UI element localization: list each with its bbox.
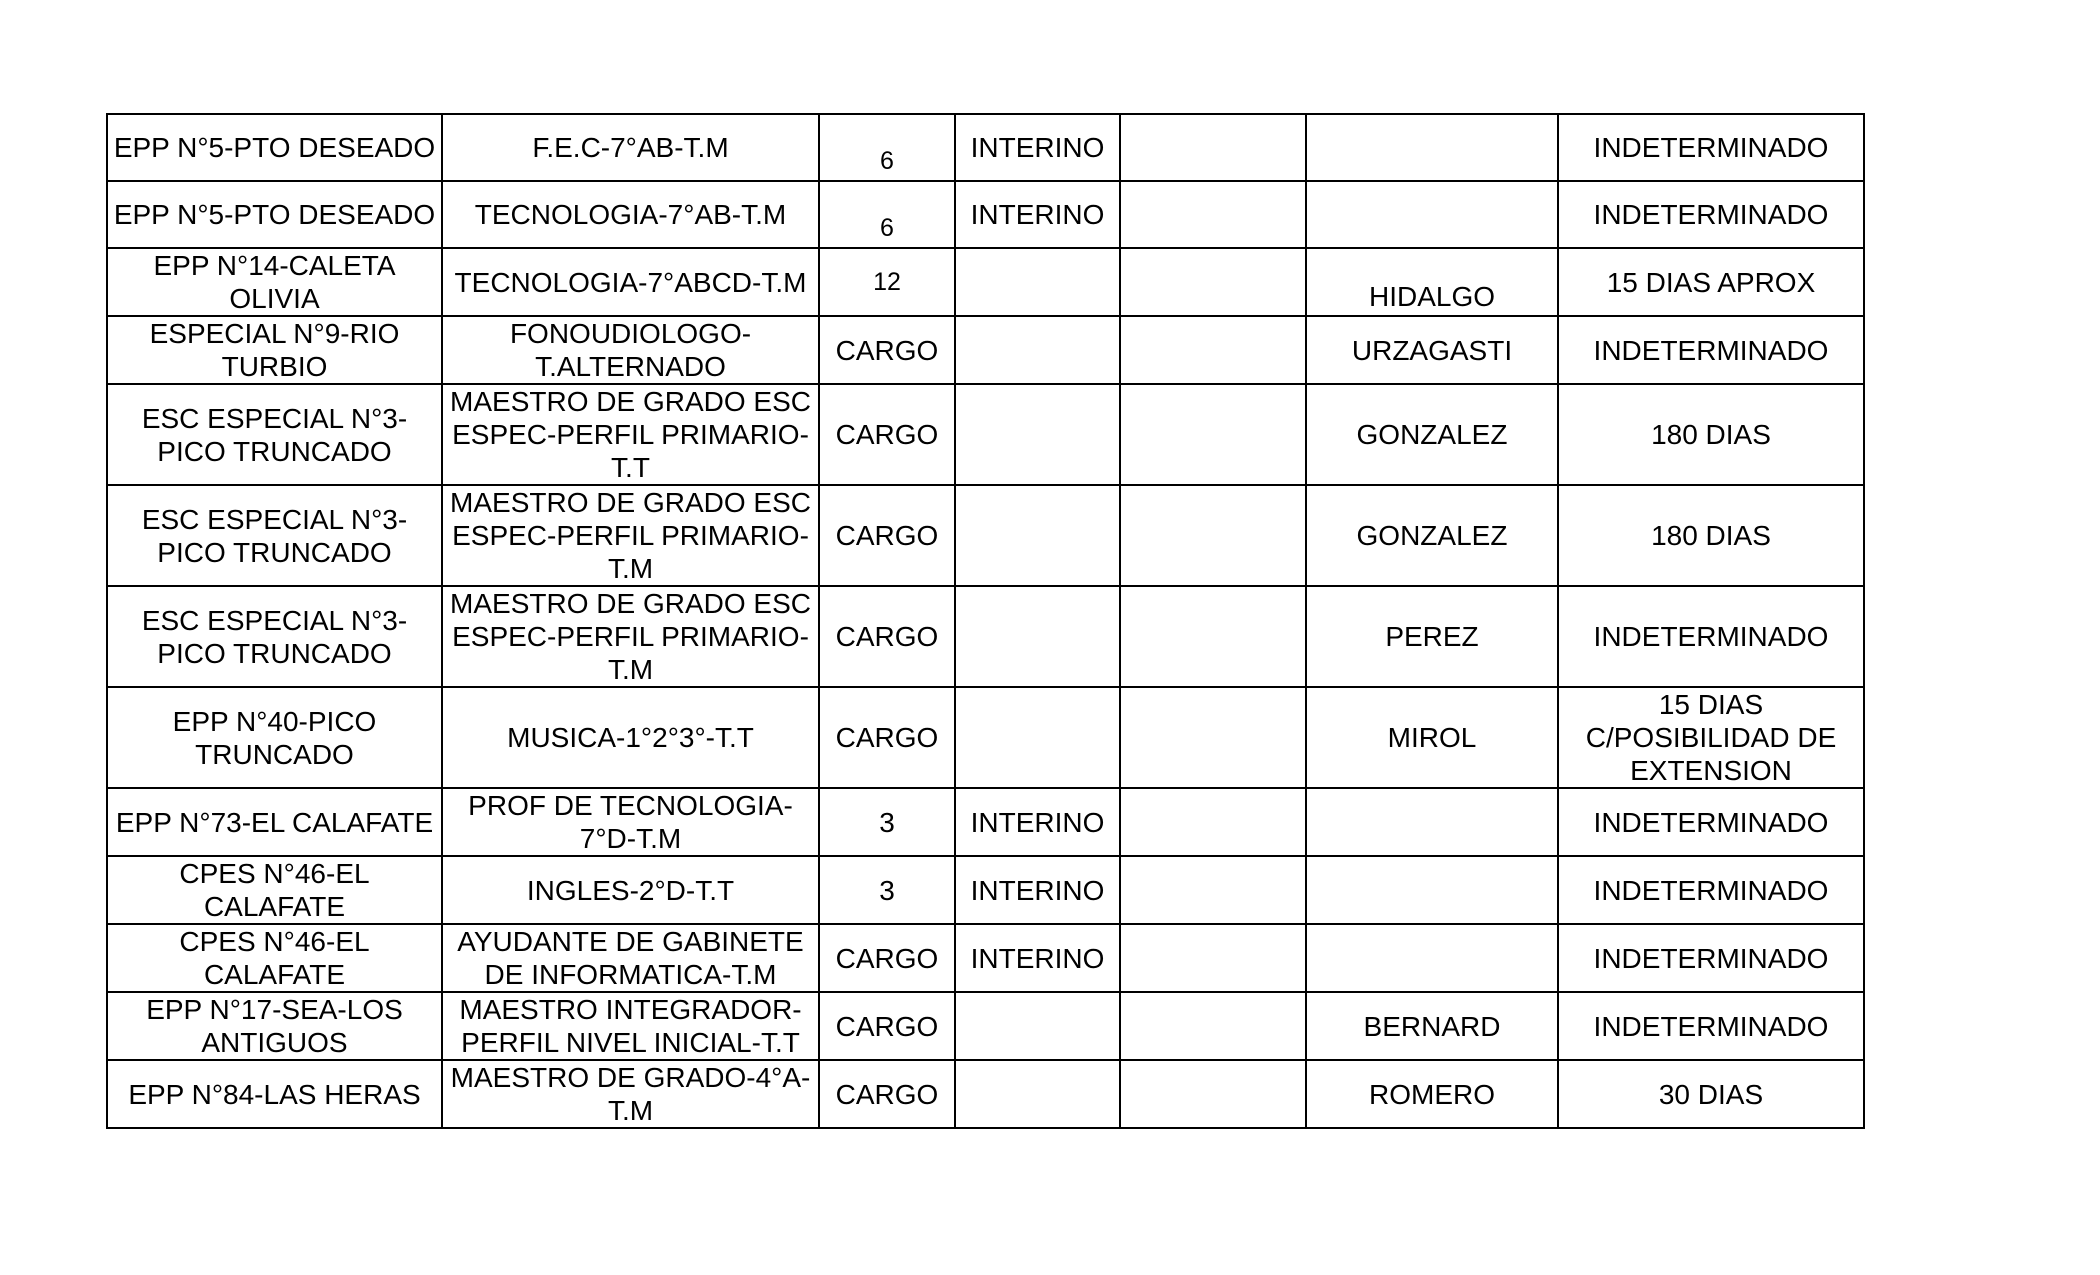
subject-cell: FONOUDIOLOGO-T.ALTERNADO [442,316,819,384]
subject-cell: TECNOLOGIA-7°ABCD-T.M [442,248,819,316]
school-cell: CPES N°46-EL CALAFATE [107,924,442,992]
table-row [107,316,1864,384]
table-row [107,586,1864,687]
school-cell: EPP N°17-SEA-LOS ANTIGUOS [107,992,442,1060]
hours-cell: 6 [819,114,955,181]
hours-cell: CARGO [819,1060,955,1128]
hours-cell: CARGO [819,384,955,485]
school-cell: ESPECIAL N°9-RIO TURBIO [107,316,442,384]
name-cell: GONZALEZ [1306,384,1558,485]
status-cell: INTERINO [955,114,1120,181]
subject-cell: INGLES-2°D-T.T [442,856,819,924]
table-body [107,114,1864,1128]
status-cell [955,586,1120,687]
name-cell [1306,114,1558,181]
hours-cell: CARGO [819,992,955,1060]
duration-cell: INDETERMINADO [1558,114,1864,181]
status-cell: INTERINO [955,181,1120,248]
empty-cell [1120,384,1306,485]
positions-table [106,113,1865,1129]
table-row [107,788,1864,856]
duration-cell: INDETERMINADO [1558,316,1864,384]
empty-cell [1120,788,1306,856]
hours-cell: 3 [819,788,955,856]
status-cell [955,485,1120,586]
empty-cell [1120,114,1306,181]
duration-cell: 30 DIAS [1558,1060,1864,1128]
name-cell: BERNARD [1306,992,1558,1060]
hours-cell: 6 [819,181,955,248]
school-cell: CPES N°46-EL CALAFATE [107,856,442,924]
school-cell: EPP N°84-LAS HERAS [107,1060,442,1128]
table-row [107,687,1864,788]
subject-cell: MUSICA-1°2°3°-T.T [442,687,819,788]
subject-cell: TECNOLOGIA-7°AB-T.M [442,181,819,248]
table-row [107,114,1864,181]
table-row [107,485,1864,586]
table-row [107,181,1864,248]
school-cell: EPP N°14-CALETA OLIVIA [107,248,442,316]
school-cell: ESC ESPECIAL N°3-PICO TRUNCADO [107,586,442,687]
subject-cell: MAESTRO INTEGRADOR-PERFIL NIVEL INICIAL-T.T [442,992,819,1060]
school-cell: EPP N°5-PTO DESEADO [107,181,442,248]
duration-cell: INDETERMINADO [1558,924,1864,992]
subject-cell: PROF DE TECNOLOGIA-7°D-T.M [442,788,819,856]
table-row [107,992,1864,1060]
duration-cell: 180 DIAS [1558,384,1864,485]
name-cell [1306,788,1558,856]
status-cell [955,384,1120,485]
table-row [107,384,1864,485]
school-cell: ESC ESPECIAL N°3-PICO TRUNCADO [107,485,442,586]
duration-cell: 15 DIAS APROX [1558,248,1864,316]
status-cell: INTERINO [955,788,1120,856]
name-cell [1306,856,1558,924]
empty-cell [1120,181,1306,248]
name-cell [1306,181,1558,248]
hours-cell: CARGO [819,924,955,992]
hours-cell: CARGO [819,316,955,384]
name-cell: ROMERO [1306,1060,1558,1128]
empty-cell [1120,856,1306,924]
name-cell: HIDALGO [1306,248,1558,316]
status-cell: INTERINO [955,924,1120,992]
name-cell: MIROL [1306,687,1558,788]
duration-cell: INDETERMINADO [1558,181,1864,248]
hours-cell: 3 [819,856,955,924]
hours-cell: CARGO [819,586,955,687]
hours-cell: 12 [819,248,955,316]
empty-cell [1120,1060,1306,1128]
status-cell [955,687,1120,788]
table-row [107,248,1864,316]
duration-cell: INDETERMINADO [1558,788,1864,856]
school-cell: EPP N°5-PTO DESEADO [107,114,442,181]
table-row [107,1060,1864,1128]
duration-cell: 180 DIAS [1558,485,1864,586]
name-cell: PEREZ [1306,586,1558,687]
duration-cell: INDETERMINADO [1558,992,1864,1060]
name-cell: URZAGASTI [1306,316,1558,384]
status-cell [955,248,1120,316]
empty-cell [1120,248,1306,316]
subject-cell: MAESTRO DE GRADO ESC ESPEC-PERFIL PRIMARIO-T.T [442,384,819,485]
subject-cell: AYUDANTE DE GABINETE DE INFORMATICA-T.M [442,924,819,992]
school-cell: EPP N°73-EL CALAFATE [107,788,442,856]
subject-cell: MAESTRO DE GRADO ESC ESPEC-PERFIL PRIMARIO-T.M [442,586,819,687]
empty-cell [1120,485,1306,586]
name-cell: GONZALEZ [1306,485,1558,586]
name-cell [1306,924,1558,992]
subject-cell: MAESTRO DE GRADO-4°A-T.M [442,1060,819,1128]
empty-cell [1120,992,1306,1060]
subject-cell: F.E.C-7°AB-T.M [442,114,819,181]
status-cell [955,992,1120,1060]
table-row [107,924,1864,992]
duration-cell: INDETERMINADO [1558,586,1864,687]
status-cell [955,316,1120,384]
hours-cell: CARGO [819,485,955,586]
status-cell: INTERINO [955,856,1120,924]
school-cell: EPP N°40-PICO TRUNCADO [107,687,442,788]
table-row [107,856,1864,924]
empty-cell [1120,924,1306,992]
empty-cell [1120,687,1306,788]
duration-cell: INDETERMINADO [1558,856,1864,924]
duration-cell: 15 DIAS C/POSIBILIDAD DE EXTENSION [1558,687,1864,788]
hours-cell: CARGO [819,687,955,788]
school-cell: ESC ESPECIAL N°3-PICO TRUNCADO [107,384,442,485]
empty-cell [1120,316,1306,384]
subject-cell: MAESTRO DE GRADO ESC ESPEC-PERFIL PRIMARIO-T.M [442,485,819,586]
empty-cell [1120,586,1306,687]
status-cell [955,1060,1120,1128]
